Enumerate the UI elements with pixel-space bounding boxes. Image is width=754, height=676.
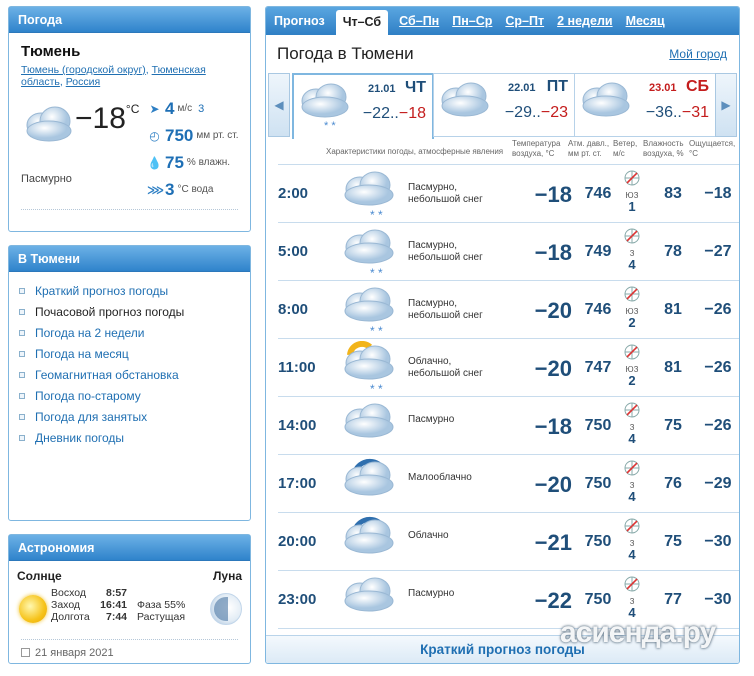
row-condition: Пасмурно, небольшой снег xyxy=(408,240,483,263)
widget-header: В Тюмени xyxy=(9,246,250,272)
sun-times: Восход 8:57 Заход 16:41 Долгота 7:44 xyxy=(51,587,127,623)
row-humidity: 78 xyxy=(664,243,682,260)
current-weather-widget xyxy=(8,6,251,232)
short-forecast-link[interactable]: Краткий прогноз погоды xyxy=(266,635,739,663)
cloud-icon xyxy=(340,399,400,458)
fish-icon: ⋙ xyxy=(147,182,165,197)
city-menu-list xyxy=(19,280,184,448)
row-pressure: 746 xyxy=(584,185,612,202)
row-condition: Пасмурно, небольшой снег xyxy=(408,298,483,321)
tab-mon-wed[interactable]: Пн–Ср xyxy=(452,14,493,28)
moon-cloud-icon xyxy=(340,515,400,574)
calendar-icon xyxy=(21,648,30,657)
day-temp-range: −22..−18 xyxy=(362,105,426,122)
moon-info: Фаза 55% Растущая xyxy=(137,599,186,623)
prev-day-arrow-icon[interactable]: ◀ xyxy=(268,73,290,137)
sun-label: Солнце xyxy=(17,569,62,583)
svg-text:* *: * * xyxy=(370,324,383,338)
day-card-sat[interactable] xyxy=(574,73,716,137)
bullet-icon xyxy=(19,372,25,378)
row-temperature: −20 xyxy=(534,298,572,323)
col-header-pressure: Атм. давл., мм рт. ст. xyxy=(568,139,610,158)
water-param: ⋙ 3 °C вода xyxy=(147,179,214,199)
wind-arrow-icon: ➤ xyxy=(149,101,160,116)
day-temp-range: −29..−23 xyxy=(504,104,568,121)
snow-cloud-icon xyxy=(340,225,400,284)
row-condition: Пасмурно xyxy=(408,588,455,599)
day-name: ПТ xyxy=(546,78,568,95)
cloud-icon xyxy=(23,103,75,146)
row-humidity: 81 xyxy=(664,359,682,376)
current-condition: Пасмурно xyxy=(21,173,72,185)
menu-item-short-forecast[interactable]: Краткий прогноз погоды xyxy=(19,280,184,301)
row-humidity: 76 xyxy=(664,475,682,492)
day-date: 23.01 xyxy=(649,82,677,94)
cloud-icon xyxy=(340,573,400,632)
table-row xyxy=(278,455,739,513)
row-pressure: 750 xyxy=(584,475,612,492)
row-temperature: −18 xyxy=(534,240,572,265)
sun-icon xyxy=(19,595,47,623)
astronomy-widget xyxy=(8,534,251,664)
day-selector xyxy=(266,73,739,137)
astronomy-date: 21 января 2021 xyxy=(21,647,114,659)
row-condition: Облачно xyxy=(408,530,449,541)
table-row xyxy=(278,165,739,223)
row-wind: ЮЗ 2 xyxy=(621,284,643,329)
widget-header: Астрономия xyxy=(9,535,250,561)
row-wind: З 4 xyxy=(621,574,643,619)
current-params xyxy=(147,95,252,203)
astronomy-body xyxy=(17,569,242,623)
menu-item-busy[interactable]: Погода для занятых xyxy=(19,406,184,427)
wind-compass-icon xyxy=(622,293,642,307)
svg-text:* *: * * xyxy=(370,208,383,222)
day-date: 22.01 xyxy=(508,82,536,94)
tab-thu-sat[interactable]: Чт–Сб xyxy=(336,10,388,35)
snow-cloud-icon xyxy=(340,167,400,226)
wind-compass-icon xyxy=(622,525,642,539)
row-time: 11:00 xyxy=(278,359,316,376)
row-wind: З 4 xyxy=(621,400,643,445)
next-day-arrow-icon[interactable]: ▶ xyxy=(715,73,737,137)
tab-sat-mon[interactable]: Сб–Пн xyxy=(399,14,440,28)
row-temperature: −20 xyxy=(534,472,572,497)
menu-item-geomagnetic[interactable]: Геомагнитная обстановка xyxy=(19,364,184,385)
row-wind: З 4 xyxy=(621,458,643,503)
bullet-icon xyxy=(19,309,25,315)
row-condition: Малооблачно xyxy=(408,472,472,483)
row-humidity: 83 xyxy=(664,185,682,202)
day-card-thu[interactable] xyxy=(292,73,434,139)
row-humidity: 77 xyxy=(664,591,682,608)
city-name: Тюмень xyxy=(21,43,81,60)
table-row xyxy=(278,223,739,281)
bullet-icon xyxy=(19,351,25,357)
row-pressure: 750 xyxy=(584,417,612,434)
row-feels-like: −26 xyxy=(704,417,732,434)
row-temperature: −18 xyxy=(534,182,572,207)
link-region[interactable]: Тюменская область xyxy=(21,64,206,88)
tab-wed-fri[interactable]: Ср–Пт xyxy=(505,14,545,28)
row-temperature: −22 xyxy=(534,588,572,613)
row-wind: З 4 xyxy=(621,226,643,271)
menu-item-two-weeks[interactable]: Погода на 2 недели xyxy=(19,322,184,343)
page-title: Погода в Тюмени xyxy=(277,44,414,63)
day-name: СБ xyxy=(685,78,709,95)
svg-text:* *: * * xyxy=(370,266,383,280)
row-feels-like: −26 xyxy=(704,359,732,376)
table-row xyxy=(278,339,739,397)
moon-label: Луна xyxy=(212,569,242,583)
tab-forecast: Прогноз xyxy=(274,14,325,28)
row-time: 17:00 xyxy=(278,475,317,492)
row-time: 5:00 xyxy=(278,243,309,260)
tab-two-weeks[interactable]: 2 недели xyxy=(557,14,613,28)
row-time: 20:00 xyxy=(278,533,317,550)
row-temperature: −20 xyxy=(534,356,572,381)
day-date: 21.01 xyxy=(368,83,396,95)
droplet-icon: 💧 xyxy=(147,155,162,170)
row-wind: ЮЗ 1 xyxy=(621,168,643,213)
row-pressure: 749 xyxy=(584,243,612,260)
link-country[interactable]: Россия xyxy=(65,76,101,88)
svg-text:* *: * * xyxy=(370,382,383,396)
moon-phase-icon xyxy=(210,593,242,625)
my-city-link[interactable]: Мой город xyxy=(669,47,727,61)
menu-item-old-style[interactable]: Погода по-старому xyxy=(19,385,184,406)
row-time: 23:00 xyxy=(278,591,317,608)
row-pressure: 746 xyxy=(584,301,612,318)
col-header-conditions: Характеристики погоды, атмосферные явления xyxy=(326,147,504,156)
row-time: 14:00 xyxy=(278,417,317,434)
wind-compass-icon xyxy=(622,409,642,423)
table-row xyxy=(278,397,739,455)
row-pressure: 747 xyxy=(584,359,612,376)
wind-compass-icon xyxy=(622,467,642,481)
gauge-icon: ◴ xyxy=(149,128,160,143)
table-row xyxy=(278,281,739,339)
row-feels-like: −29 xyxy=(704,475,732,492)
row-condition: Пасмурно xyxy=(408,414,455,425)
row-feels-like: −26 xyxy=(704,301,732,318)
link-city-district[interactable]: Тюмень (городской округ) xyxy=(21,64,146,76)
col-header-temp: Температура воздуха, °C xyxy=(512,139,561,158)
snow-cloud-icon xyxy=(298,81,352,136)
menu-item-diary[interactable]: Дневник погоды xyxy=(19,427,184,448)
snow-cloud-icon xyxy=(340,283,400,342)
humidity-param: 💧 75 % влажн. xyxy=(147,152,231,172)
svg-text:* *: * * xyxy=(324,120,336,132)
sun-snow-cloud-icon xyxy=(340,341,400,400)
row-feels-like: −30 xyxy=(704,591,732,608)
row-time: 2:00 xyxy=(278,185,309,202)
pressure-param: ◴ 750 мм рт. ст. xyxy=(147,122,252,149)
row-feels-like: −18 xyxy=(704,185,732,202)
current-temperature: $-18^{^\circ C}$ xyxy=(75,102,140,135)
row-condition: Облачно, небольшой снег xyxy=(408,356,483,379)
row-humidity: 75 xyxy=(664,417,682,434)
col-header-feels: Ощущается, °C xyxy=(689,139,736,158)
city-breadcrumb: Тюмень (городской округ), Тюменская область, Россия xyxy=(21,64,206,88)
bullet-icon xyxy=(19,330,25,336)
row-temperature: −18 xyxy=(534,414,572,439)
watermark: асиенда.ру xyxy=(560,616,716,649)
wind-compass-icon xyxy=(622,583,642,597)
row-feels-like: −27 xyxy=(704,243,732,260)
col-header-humidity: Влажность воздуха, % xyxy=(643,139,684,158)
row-wind: ЮЗ 2 xyxy=(621,342,643,387)
city-menu-widget xyxy=(8,245,251,521)
forecast-tabs xyxy=(266,7,739,35)
row-temperature: −21 xyxy=(534,530,572,555)
day-temp-range: −36..−31 xyxy=(645,104,709,121)
cloud-icon xyxy=(438,80,492,129)
wind-param: ➤ 4 м/с 3 xyxy=(147,95,252,122)
col-header-wind: Ветер, м/с xyxy=(613,139,638,158)
tab-month[interactable]: Месяц xyxy=(625,14,665,28)
widget-header: Погода xyxy=(9,7,250,33)
bullet-icon xyxy=(19,414,25,420)
moon-cloud-icon xyxy=(340,457,400,516)
bullet-icon xyxy=(19,435,25,441)
row-pressure: 750 xyxy=(584,591,612,608)
row-wind: З 4 xyxy=(621,516,643,561)
row-condition: Пасмурно, небольшой снег xyxy=(408,182,483,205)
row-feels-like: −30 xyxy=(704,533,732,550)
day-name: ЧТ xyxy=(404,79,426,96)
divider xyxy=(21,209,238,210)
menu-item-hourly-forecast[interactable]: Почасовой прогноз погоды xyxy=(19,301,184,322)
forecast-panel xyxy=(265,6,740,664)
day-card-fri[interactable] xyxy=(433,73,575,137)
table-row xyxy=(278,513,739,571)
bullet-icon xyxy=(19,288,25,294)
wind-compass-icon xyxy=(622,351,642,365)
divider xyxy=(21,639,238,640)
wind-compass-icon xyxy=(622,177,642,191)
row-humidity: 81 xyxy=(664,301,682,318)
row-time: 8:00 xyxy=(278,301,309,318)
row-pressure: 750 xyxy=(584,533,612,550)
row-humidity: 75 xyxy=(664,533,682,550)
menu-item-month[interactable]: Погода на месяц xyxy=(19,343,184,364)
cloud-icon xyxy=(579,80,633,129)
wind-compass-icon xyxy=(622,235,642,249)
bullet-icon xyxy=(19,393,25,399)
